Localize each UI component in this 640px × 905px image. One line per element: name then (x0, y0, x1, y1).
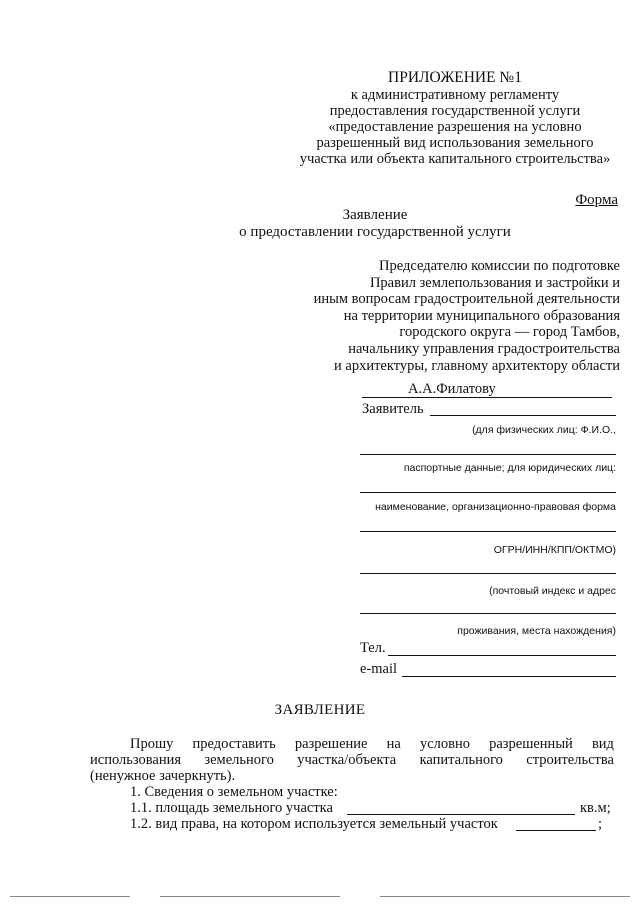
addressee-name: А.А.Филатову (408, 381, 496, 397)
area-line[interactable] (347, 814, 575, 815)
statement-para-line: (ненужное зачеркнуть). (90, 768, 236, 784)
appendix-line: участка или объекта капитального строительства» (299, 151, 611, 167)
email-label: e-mail (360, 661, 398, 677)
statement-title: ЗАЯВЛЕНИЕ (274, 702, 366, 718)
phone-label: Тел. (360, 640, 386, 656)
word: разрешение (294, 736, 368, 752)
appendix-title: ПРИЛОЖЕНИЕ №1 (388, 69, 522, 86)
item-1-2-end: ; (598, 816, 603, 832)
item-1-2 (90, 816, 614, 832)
addressee-line: начальнику управления градостроительства (348, 340, 620, 357)
addressee-line: иным вопросам градостроительной деятельности (313, 291, 620, 308)
word: предоставить (192, 736, 276, 752)
word: условно (419, 736, 470, 752)
applicant-passport-line[interactable] (360, 454, 616, 455)
addressee-line: и архитектуры, главному архитектору области (334, 357, 620, 374)
appendix-header (270, 70, 640, 167)
word: использования (90, 752, 182, 768)
appendix-line: разрешенный вид использования земельного (316, 135, 594, 151)
appendix-line: к административному регламенту (350, 87, 560, 103)
application-title: Заявление (342, 207, 408, 223)
addressee-line: городского округа — город Тамбов, (399, 324, 620, 341)
applicant-postal-line[interactable] (360, 573, 616, 574)
bottom-rule (380, 896, 630, 897)
addressee-line: Правил землепользования и застройки и (369, 274, 620, 291)
appendix-line: «предоставление разрешения на условно (328, 119, 582, 135)
word: строительства (526, 752, 614, 768)
applicant-hint: проживания, места нахождения) (457, 625, 616, 637)
item-1-1-label: 1.1. площадь земельного участка (130, 800, 333, 816)
word: вид (591, 736, 614, 752)
applicant-ogrn-line[interactable] (360, 531, 616, 532)
applicant-address-line[interactable] (360, 613, 616, 614)
applicant-name-line[interactable] (430, 415, 616, 416)
item-1: 1. Сведения о земельном участке: (130, 784, 338, 800)
addressee-line: на территории муниципального образования (343, 307, 620, 324)
appendix-line: предоставления государственной услуги (329, 103, 581, 119)
applicant-hint: ОГРН/ИНН/КПП/ОКТМО) (493, 544, 616, 556)
applicant-hint: (для физических лиц: Ф.И.О., (472, 424, 616, 436)
addressee-name-field (362, 381, 612, 398)
application-title-block (210, 207, 540, 241)
applicant-org-line[interactable] (360, 492, 616, 493)
addressee-line: Председателю комиссии по подготовке (379, 258, 620, 274)
statement-body (90, 736, 614, 832)
applicant-hint: (почтовый индекс и адрес (489, 585, 616, 597)
email-line[interactable] (402, 676, 616, 677)
applicant-hint: паспортные данные; для юридических лиц: (403, 462, 616, 474)
word: на (386, 736, 401, 752)
word: Прошу (130, 736, 174, 752)
item-1-1 (90, 800, 614, 816)
right-type-line[interactable] (516, 830, 596, 831)
applicant-label: Заявитель (362, 401, 424, 417)
statement-para-line (90, 752, 614, 768)
statement-para-line (90, 736, 614, 752)
item-1-2-label: 1.2. вид права, на котором используется земельный участок (130, 816, 498, 832)
area-unit: кв.м; (580, 800, 611, 816)
word: участка/объекта (297, 752, 397, 768)
word: земельного (204, 752, 274, 768)
form-label: Форма (575, 192, 618, 208)
applicant-hint: наименование, организационно-правовая форма (375, 501, 616, 513)
application-subtitle: о предоставлении государственной услуги (239, 224, 511, 240)
word: капитального (419, 752, 503, 768)
word: разрешенный (489, 736, 573, 752)
bottom-rule (10, 896, 130, 897)
addressee-block (270, 258, 620, 374)
bottom-rule (160, 896, 340, 897)
phone-line[interactable] (388, 655, 616, 656)
